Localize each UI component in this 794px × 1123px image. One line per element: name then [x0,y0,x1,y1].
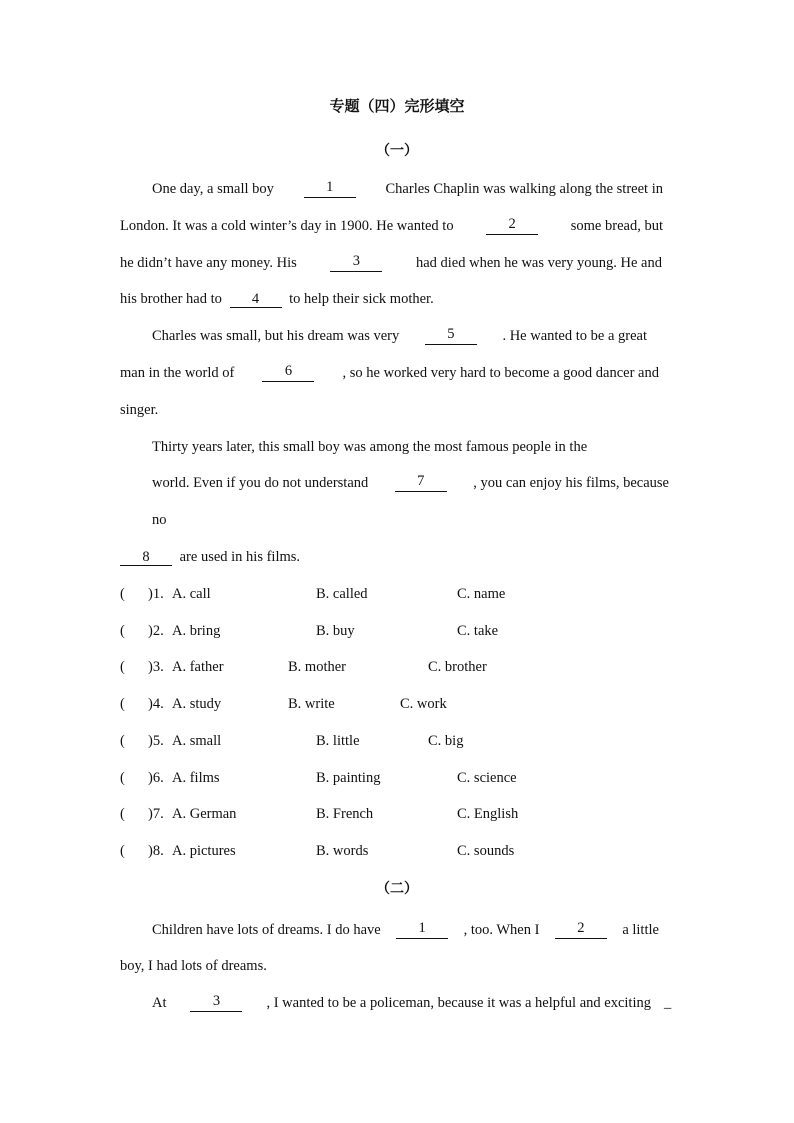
option-a: A. films [172,770,220,786]
option-b: B. called [316,586,368,602]
question-number: )6. [148,770,164,786]
passage-line [152,511,167,529]
passage-line [120,290,434,308]
option-b: B. buy [316,623,355,639]
answer-paren: ( [120,806,125,822]
option-b: B. mother [288,659,346,675]
passage-text: One day, a small boy [152,181,274,197]
passage-text: boy, I had lots of dreams. [120,958,267,974]
option-c: C. brother [428,659,487,675]
passage-text: . He wanted to be a great [502,328,647,344]
question-number: )2. [148,623,164,639]
passage-line [664,994,671,1012]
passage-line [152,474,669,492]
answer-paren: ( [120,696,125,712]
blank-6: 6 [262,364,314,382]
option-b: B. painting [316,770,381,786]
passage-line [152,180,663,198]
option-a: A. small [172,733,222,749]
passage-text: Children have lots of dreams. I do have [152,922,381,938]
question-number: )1. [148,586,164,602]
question-number: )3. [148,659,164,675]
option-b: B. write [288,696,335,712]
passage-text: , so he worked very hard to become a good dancer and [342,365,659,381]
blank-7: 7 [395,474,447,492]
blank-4: 4 [230,292,282,308]
passage-line [120,548,300,566]
option-a: A. pictures [172,843,236,859]
passage-text: Charles Chaplin was walking along the street in [385,181,663,197]
passage-text: a little [622,922,659,938]
passage-text: , you can enjoy his films, because [473,475,669,491]
option-a: A. father [172,659,224,675]
blank-3: 3 [190,994,242,1012]
passage-text: are used in his films. [179,549,301,565]
option-c: C. work [400,696,447,712]
option-a: A. study [172,696,222,712]
passage-line [120,254,662,272]
passage-text: he didn’t have any money. His [120,255,297,271]
option-a: A. German [172,806,237,822]
option-c: C. take [457,623,499,639]
option-c: C. science [457,770,517,786]
passage-line [152,327,647,345]
question-number: )7. [148,806,164,822]
answer-paren: ( [120,770,125,786]
passage-line [152,921,659,939]
answer-paren: ( [120,843,125,859]
answer-paren: ( [120,659,125,675]
passage-text: singer. [120,402,159,418]
passage-line [152,438,630,456]
blank-3: 3 [330,254,382,272]
question-number: )8. [148,843,164,859]
answer-paren: ( [120,623,125,639]
passage-text: , too. When I [463,922,540,938]
passage-line [120,957,267,975]
option-a: A. bring [172,623,221,639]
blank-2: 2 [555,921,607,939]
passage-text: world. Even if you do not understand [152,475,369,491]
passage-line [120,364,659,382]
answer-paren: ( [120,586,125,602]
passage-text: man in the world of [120,365,235,381]
passage-text: some bread, but [570,218,663,234]
blank-2: 2 [486,217,538,235]
option-a: A. call [172,586,211,602]
option-c: C. sounds [457,843,515,859]
passage-text: , I wanted to be a policeman, because it was a helpful and exciting [266,995,651,1011]
page-title: 专题（四）完形填空 [329,97,465,115]
passage-text: Charles was small, but his dream was very [152,328,400,344]
blank-1: 1 [396,921,448,939]
option-b: B. French [316,806,374,822]
passage-text: London. It was a cold winter’s day in 1900. He wanted to [120,218,454,234]
passage-text: Thirty years later, this small boy was among the most famous people in the [152,439,588,455]
passage-line [120,217,663,235]
question-number: )4. [148,696,164,712]
section-one-label: （一） [376,143,418,159]
blank-1: 1 [304,180,356,198]
option-b: B. little [316,733,360,749]
question-number: )5. [148,733,164,749]
passage-line [152,994,651,1012]
passage-text: had died when he was very young. He and [415,255,662,271]
option-c: C. big [428,733,464,749]
blank-5: 5 [425,327,477,345]
option-c: C. name [457,586,506,602]
option-c: C. English [457,806,519,822]
passage-text: to help their sick mother. [289,291,434,307]
answer-paren: ( [120,733,125,749]
section-two-label: （二） [376,881,418,897]
passage-line [120,401,158,419]
passage-text: _ [664,995,672,1011]
passage-text: At [152,995,167,1011]
passage-text: his brother had to [120,291,222,307]
passage-text: no [152,512,167,528]
option-b: B. words [316,843,369,859]
blank-8: 8 [120,550,172,566]
